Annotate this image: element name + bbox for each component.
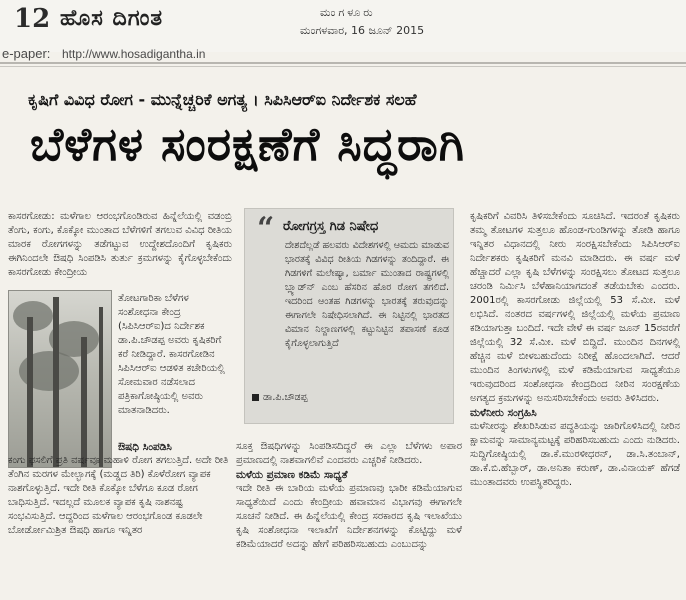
quote-icon: “: [257, 211, 275, 246]
col1-body: ಕಂಗು ಫಸಲಿಗೆ ಪ್ರತಿ ವರ್ಷವೂ ಮಹಾಳಿ ರೋಗ ತಗಲುತ್ತಿದೆ. ಅದೇ ರೀತಿ ತೆಂಗಿನ ಮರಗಳ ಮೇಲ್ಭಾಗಕ್ಕೆ (ಮಡ್ಡದ ತಿರಿ) ಕೊಳೆರೋಗ ವ್ಯಾಪಕ ನಾಶಗೊಳ್ಳುತ್ತಿದೆ. ಇದೇ ರೀತಿ ಕೊಕ್ಕೋ ಬೆಳೆಗೂ ಕೂಡ ರೋಗ ಬಾಧಿಸುತ್ತಿದೆ. ಇದಲ್ಲದೆ ಮೂಲಕ ವ್ಯಾಪಕ ಕೃಷಿ ನಾಶನಷ್ಟ ಸಂಭವಿಸುತ್ತಿದೆ. ಆದ್ದರಿಂದ ಮಳೆಗಾಲ ಆರಂಭಗೊಂಡ ಕೂಡಲೇ ಬೋರ್ಡೋಮಿಶ್ರಿತ ಔಷಧಿ ಹಾಗೂ ಇನ್ನಿತರ: [8, 455, 229, 536]
sidebar-byline-text: ಡಾ.ಪಿ.ಚೌಡಪ್ಪ: [263, 392, 308, 403]
sidebar-title: ರೋಗಗ್ರಸ್ತ ಗಿಡ ನಿಷೇಧ: [283, 219, 379, 234]
epaper-url[interactable]: http://www.hosadigantha.in: [62, 47, 206, 61]
article-kicker: ಕೃಷಿಗೆ ವಿವಿಧ ರೋಗ - ಮುನ್ನೆಚ್ಚರಿಕೆ ಅಗತ್ಯ । ಸಿಪಿಸಿಆರ್‌ಐ ನಿರ್ದೇಶಕ ಸಲಹೆ: [28, 90, 417, 109]
col1-photo-side-text: ತೋಟಗಾರಿಕಾ ಬೆಳೆಗಳ ಸಂಶೋಧನಾ ಕೇಂದ್ರ (ಸಿಪಿಸಿಆರ್‌ಐ)ದ ನಿರ್ದೇಶಕ ಡಾ.ಪಿ.ಚೌಡಪ್ಪ ಅವರು ಕೃಷಿಕರಿಗೆ ಕರೆ ನೀಡಿದ್ದಾರೆ. ಕಾಸರಗೋಡಿನ ಸಿಪಿಸಿಆರ್‌ಐ ಆಡಳಿತ ಕಚೇರಿಯಲ್ಲಿ ಸೋಮವಾರ ನಡೆಸಲಾದ ಪತ್ರಿಕಾಗೋಷ್ಠಿಯಲ್ಲಿ ಅವರು ಮಾತನಾಡಿದರು.: [118, 293, 225, 416]
epaper-row: [0, 44, 686, 62]
photo-foliage: [13, 301, 53, 331]
col2-subhead: ಮಳೆಯ ಪ್ರಮಾಣ ಕಡಿಮೆ ಸಾಧ್ಯತೆ: [236, 469, 348, 481]
col2-intro: ಸೂಕ್ತ ಔಷಧಿಗಳನ್ನು ಸಿಂಪಡಿಸದಿದ್ದರೆ ಈ ಎಲ್ಲಾ ಬೆಳೆಗಳು ಅಪಾರ ಪ್ರಮಾಣದಲ್ಲಿ ನಾಶವಾಗಲಿವೆ ಎಂದವರು ಎಚ್ಚರಿಕೆ ನೀಡಿದರು.: [236, 441, 462, 466]
masthead-rule: [0, 62, 686, 64]
col3-intro: ಕೃಷಿಕರಿಗೆ ವಿವರಿಸಿ ತಿಳಿಸಬೇಕೆಂದು ಸೂಚಿಸಿದೆ. ಇದರಂತೆ ಕೃಷಿಕರು ತಮ್ಮ ತೋಟಗಳ ಸುತ್ತಲೂ ಹೊಂಡ-ಗುಂಡಿಗಳನ್ನು ತೋಡಿ ಹಾಗೂ ಇನ್ನಿತರ ವಿಧಾನದಲ್ಲಿ ನೀರು ಸಂರಕ್ಷಿಸಬೇಕೆಂದು ಸಿಪಿಸಿಆರ್‌ಐ ನಿರ್ದೇಶಕರು ಕೃಷಿಕರಿಗೆ ಮನವಿ ಮಾಡಿದರು. ಈ ವರ್ಷ ಮಳೆ ಹೆಚ್ಚಾದರೆ ಎಲ್ಲಾ ಕೃಷಿ ಬೆಳೆಗಳನ್ನು ಸಂರಕ್ಷಿಸಲು ತೋಟದ ಸುತ್ತಲೂ ಚರಂಡಿ ನಿರ್ಮಿಸಿ ಬೆಳೆಹಾನಿಯಾಗದಂತೆ ತಡೆಯಬೇಕು ಎಂದರು. 2001ರಲ್ಲಿ ಕಾಸರಗೋಡು ಜಿಲ್ಲೆಯಲ್ಲಿ 53 ಸೆ.ಮೀ. ಮಳೆ ಲಭಿಸಿದೆ. ನಂತರದ ವರ್ಷಗಳಲ್ಲಿ ಜಿಲ್ಲೆಯಲ್ಲಿ ಮಳೆಯ ಪ್ರಮಾಣ ಕಡಿಯಾಗುತ್ತಾ ಬಂದಿದೆ. ಇದೇ ವೇಳೆ ಈ ವರ್ಷ ಜೂನ್ 15ರವರೆಗೆ ಜಿಲ್ಲೆಯಲ್ಲಿ 32 ಸೆ.ಮೀ. ಮಳೆ ಬಿದ್ದಿದೆ. ಮುಂದಿನ ದಿನಗಳಲ್ಲಿ ಹೆಚ್ಚಿನ ಮಳೆ ಬೀಳಬಹುದೆಂದು ನಿರೀಕ್ಷೆ ಹೊಂದಲಾಗಿದೆ. ಆದರೆ ಮುಂದಿನ ತಿಂಗಳುಗಳಲ್ಲಿ ಮಳೆ ಕಡಿಮೆಯಾಗುವ ಸಾಧ್ಯತೆಯೂ ಇರುವುದರಿಂದ ಸಂಶೋಧನಾ ಕೇಂದ್ರದಿಂದ ನೀರಿನ ಸಂರಕ್ಷಣೆಯ ಅಗತ್ಯದ ಕ್ರಮಗಳನ್ನು ಅನುಸರಿಸಬೇಕೆಂದು ಅವರು ತಿಳಿಸಿದರು.: [470, 211, 680, 404]
square-bullet-icon: [252, 394, 259, 401]
page-number: 12: [14, 4, 51, 34]
col3-subhead: ಮಳೆನೀರು ಸಂಗ್ರಹಿಸಿ: [470, 407, 537, 419]
epaper-label: e-paper:: [2, 46, 51, 61]
sidebar-body: ದೇಶದೆಲ್ಲಡೆ ಹಲವರು ವಿದೇಶಗಳಲ್ಲಿ ಆಮದು ಮಾಡುವ ಭಾರತಕ್ಕೆ ವಿವಿಧ ರೀತಿಯ ಗಿಡಗಳನ್ನು ತಂದಿದ್ದಾರೆ. ಈ ಗಿಡಗಳಿಗೆ ಮಲೇಷ್ಯಾ, ಬರ್ಮಾ ಮುಂತಾದ ರಾಷ್ಟ್ರಗಳಲ್ಲಿ ಬ್ಲ್ಯಾಡ್‌ನ್ ಎಂಬ ಹೆಸರಿನ ಹೊರ ರೋಗ ತಗಲಿದೆ. ಇದರಿಂದ ಆಂತಹ ಗಿಡಗಳನ್ನು ಭಾರತಕ್ಕೆ ತರುವುದನ್ನು ಈಗಾಗಲೇ ನಿಷೇಧಿಸಲಾಗಿದೆ. ಈ ನಿಟ್ಟಿನಲ್ಲಿ ಭಾರತದ ವಿಮಾನ ನಿಲ್ದಾಣಗಳಲ್ಲಿ ಕಟ್ಟುನಿಟ್ಟಿನ ತಪಾಸಣೆ ಕೂಡ ಕೈಗೊಳ್ಳಲಾಗುತ್ತಿದೆ: [285, 240, 449, 349]
edition-date: ಮಂಗಳವಾರ, 16 ಜೂನ್ 2015: [300, 24, 425, 37]
article-column-1-lower: [8, 440, 232, 600]
article-column-1: [8, 210, 232, 292]
article-column-2: [236, 440, 462, 600]
sidebar-byline: [252, 392, 307, 403]
col1-intro: ಕಾಸರಗೋಡು: ಮಳೆಗಾಲ ಆರಂಭಗೊಂಡಿರುವ ಹಿನ್ನೆಲೆಯಲ್ಲಿ ವಡಂಬ್ರಿ ತೆಂಗು, ಕಂಗು, ಕೊಕ್ಕೋ ಮುಂತಾದ ಬೆಳೆಗಳಿಗೆ ತಗಲುವ ವಿವಿಧ ರೀತಿಯ ಮಾರಕ ರೋಗಗಳನ್ನು ತಡೆಗಟ್ಟುವ ಉದ್ದೇಶದೊಂದಿಗೆ ಕೃಷಿಕರು ಈಗಿನಿಂದಲೇ ಔಷಧಿ ಸಿಂಪಡಿಸಿ ತುರ್ತು ಕ್ರಮಗಳನ್ನು ಕೈಗೊಳ್ಳಬೇಕೆಂದು ಕಾಸರಗೋಡು ಕೇಂದ್ರೀಯ: [8, 211, 232, 278]
edition-city: ಮಂಗಳೂರು: [320, 6, 376, 19]
article-column-3: [470, 210, 680, 600]
masthead-rule-thin: [0, 66, 686, 67]
col2-body: ಇದೇ ರೀತಿ ಈ ಬಾರಿಯ ಮಳೆಯ ಪ್ರಮಾಣವು ಭಾರೀ ಕಡಿಮೆಯಾಗುವ ಸಾಧ್ಯತೆಯಿದೆ ಎಂದು ಕೇಂದ್ರೀಯ ಹವಾಮಾನ ವಿಭಾಗವು ಈಗಾಗಲೇ ಸೂಚನೆ ನೀಡಿದೆ. ಈ ಹಿನ್ನೆಲೆಯಲ್ಲಿ ಕೇಂದ್ರ ಸರಕಾರದ ಕೃಷಿ ಇಲಾಖೆಯು ಕೃಷಿ ಸಂಶೋಧನಾ ಇಲಾಖೆಗೆ ನಿರ್ದೇಶನಗಳನ್ನು ಕೊಟ್ಟಿದ್ದು ಮಳೆ ಕಡಿಮೆಯಾದರೆ ಅದನ್ನು ಹೇಗೆ ಪರಿಹರಿಸಬಹುದು ಎಂಬುದನ್ನು: [236, 483, 462, 550]
col3-body: ಮಳೆನೀರನ್ನು ಶೇಖರಿಸಿಡುವ ಪದ್ಧತಿಯನ್ನು ಜಾರಿಗೊಳಿಸಿದಲ್ಲಿ ನೀರಿನ ಕ್ಷಾಮವನ್ನು ಸಾಮಾನ್ಯಮಟ್ಟಕ್ಕೆ ಪರಿಹರಿಸಬಹುದು ಎಂದು ನುಡಿದರು. ಸುದ್ದಿಗೋಷ್ಠಿಯಲ್ಲಿ ಡಾ.ಕೆ.ಮುರಳೀಧರನ್, ಡಾ.ಸಿ.ತಂಬಾನ್, ಡಾ.ಕೆ.ಬಿ.ಹೆಬ್ಬಾರ್, ಡಾ.ಅನಿತಾ ಕರುಣ್, ಡಾ.ವಿನಾಯಕ್ ಹೆಗಡೆ ಮುಂತಾದವರು ಉಪಸ್ಥಿತರಿದ್ದರು.: [470, 421, 680, 488]
paper-name: ಹೊಸ ದಿಗಂತ: [60, 6, 164, 31]
col1-subhead: ಔಷಧಿ ಸಿಂಪಡಿಸಿ: [118, 441, 172, 453]
article-headline: ಬೆಳೆಗಳ ಸಂರಕ್ಷಣೆಗೆ ಸಿದ್ಧರಾಗಿ: [30, 117, 465, 171]
